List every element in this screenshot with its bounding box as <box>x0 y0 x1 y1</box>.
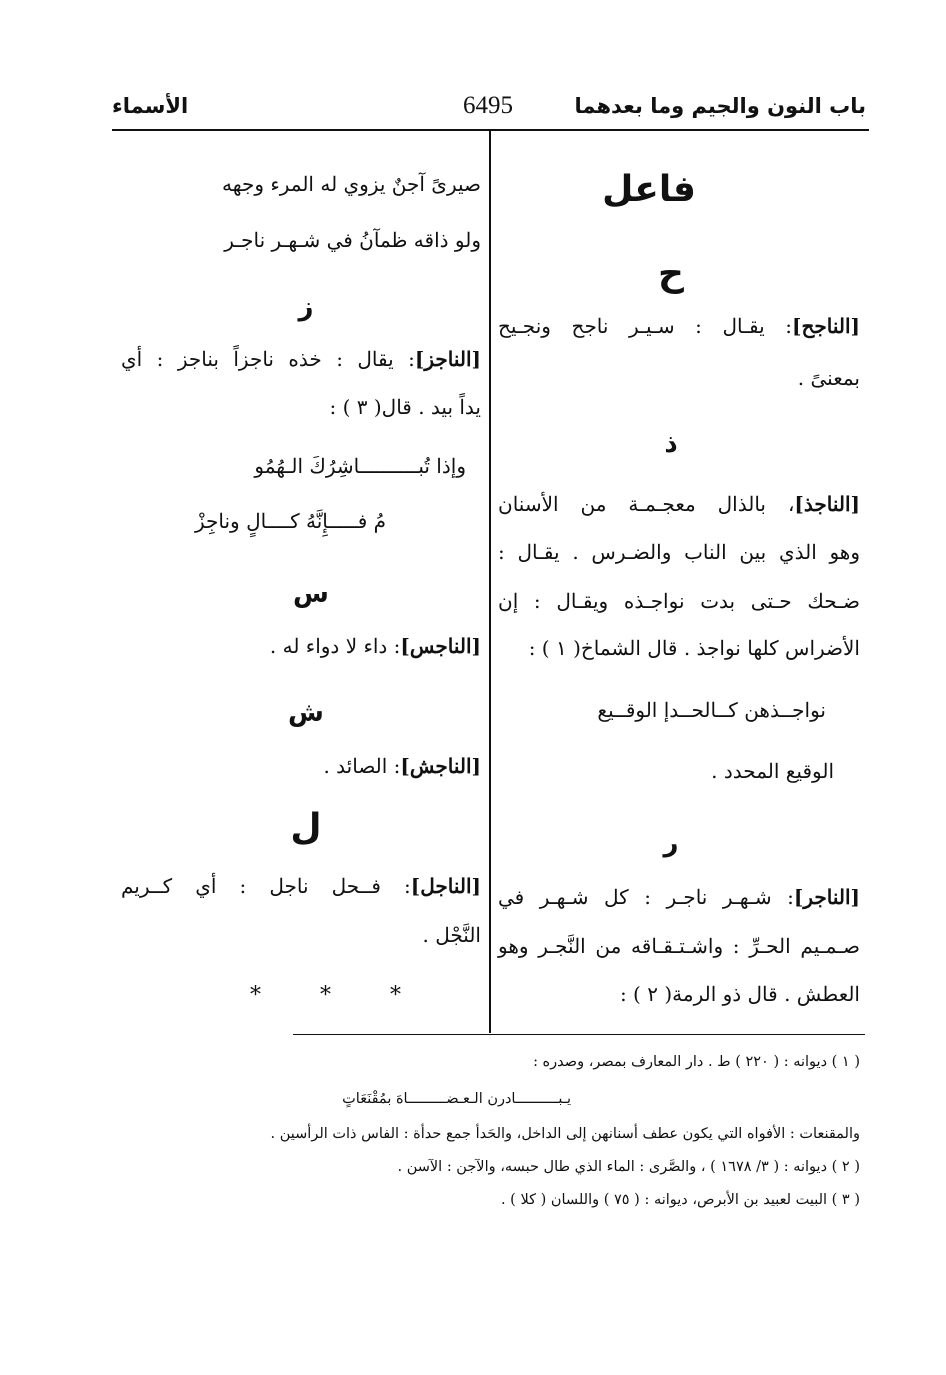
letter-heading-shin: ش <box>288 698 324 728</box>
entry-najir-line3: العطش . قال ذو الرمة( ٢ ) : <box>619 982 860 1006</box>
entry-najiz-line2: يداً بيد . قال( ٣ ) : <box>329 395 481 419</box>
entry-term-najir: [الناجر] <box>793 885 860 909</box>
entry-najidh-line2: وهو الذي بين الناب والضـرس . يقـال : <box>498 540 860 564</box>
section-end-stars: * * * <box>250 983 427 1008</box>
entry-term-najis: [الناجس] <box>400 634 481 658</box>
entry-najih-line1: [الناجح]: يقـال : سـيـر ناجح ونجـيح <box>498 314 860 338</box>
letter-heading-ha: ح <box>658 253 684 294</box>
entry-najih-line2: بمعنىً . <box>797 366 860 390</box>
footnote-rule <box>293 1034 865 1035</box>
footnote-1-verse: يـبــــــــــادرن الـعـضـــــــــاهَ بمُقْنَعَاتٍ <box>342 1091 571 1107</box>
entry-term-najish: [الناجش] <box>400 754 481 778</box>
entry-najil-line2: النَّجْل . <box>422 923 481 947</box>
footnote-1: ( ١ ) ديوانه : ( ٢٢٠ ) ط . دار المعارف بمصر، وصدره : <box>533 1054 860 1070</box>
letter-heading-sin: س <box>293 579 329 609</box>
entry-term-najih: [الناجح] <box>792 314 860 338</box>
entry-term-najiz: [الناجز] <box>414 347 481 371</box>
verse-line: وإذا تُبــــــــــاشِرُكَ الـهُمُو <box>254 454 466 478</box>
running-header-chapter: باب النون والجيم وما بعدهما <box>574 94 866 118</box>
entry-najish: [الناجش]: الصائد . <box>323 754 481 778</box>
verse-gloss: الوقيع المحدد . <box>711 759 834 783</box>
letter-heading-lam: ل <box>290 807 322 848</box>
column-divider <box>489 130 491 1033</box>
footnote-1-note: والمقنعات : الأفواه التي يكون عطف أسنانهن إلى الداخل، والحَدأ جمع حدأة : الفاس ذات الرأسين . <box>270 1126 860 1142</box>
entry-najidh-line4: الأضراس كلها نواجذ . قال الشماخ( ١ ) : <box>528 636 860 660</box>
verse-line: ولو ذاقه ظمآنُ في شـهـر ناجـر <box>224 228 481 252</box>
letter-heading-ra: ر <box>663 828 679 858</box>
entry-najidh-line3: ضـحك حـتى بدت نواجـذه ويقـال : إن <box>498 589 860 613</box>
footnote-2: ( ٢ ) ديوانه : ( ٣/ ١٦٧٨ ) ، والصَّرى : الماء الذي طال حبسه، والآجن : الآسن . <box>397 1159 860 1175</box>
section-title: فاعل <box>602 169 696 210</box>
entry-najil-line1: [الناجل]: فــحل ناجل : أي كــريم <box>121 874 481 898</box>
page-number: 6495 <box>463 92 513 119</box>
footnote-3: ( ٣ ) البيت لعبيد بن الأبرص، ديوانه : ( ٧٥ ) واللسان ( كلا ) . <box>500 1192 860 1208</box>
verse-line: نواجــذهن كــالحــدإ الوقــيع <box>597 698 826 722</box>
entry-najidh-line1: [الناجذ]، بالذال معجـمـة من الأسنان <box>498 492 860 516</box>
entry-najir-line1: [الناجر]: شـهـر ناجـر : كل شـهـر في <box>498 885 860 909</box>
running-header-section: الأسماء <box>112 94 189 118</box>
verse-line: صيرىً آجنٌ يزوي له المرء وجهه <box>222 172 481 196</box>
entry-najis: [الناجس]: داء لا دواء له . <box>269 634 481 658</box>
verse-line: مُ فـــــإِنَّهُ كــــالٍ وناجِزْ <box>195 509 386 533</box>
entry-najir-line2: صـمـيم الحـرِّ : واشـتـقـاقه من النَّجـر وهو <box>498 934 860 958</box>
letter-heading-zay: ز <box>298 292 314 322</box>
entry-term-najidh: [الناجذ] <box>794 492 860 516</box>
letter-heading-dhal: ذ <box>664 429 678 459</box>
entry-term-najil: [الناجل] <box>410 874 481 898</box>
entry-najiz-line1: [الناجز]: يقال : خذه ناجزاً بناجز : أي <box>121 347 481 371</box>
